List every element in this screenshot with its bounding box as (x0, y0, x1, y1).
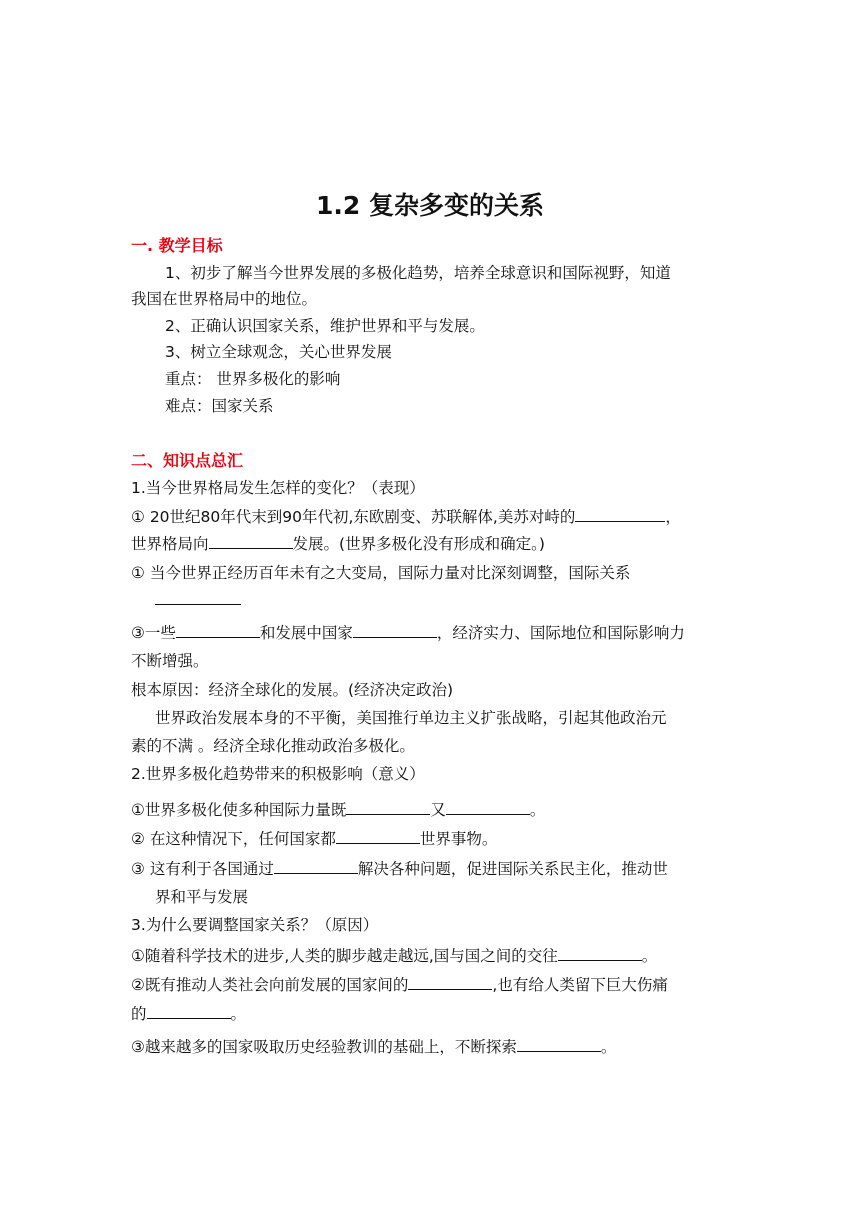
section-heading-knowledge-summary: 二、知识点总汇 (131, 451, 244, 470)
text: ② 在这种情况下，任何国家都 (131, 830, 336, 848)
difficult-point: 难点：国家关系 (165, 397, 274, 415)
fill-blank[interactable] (155, 588, 241, 605)
q2-answer-3-cont: 界和平与发展 (155, 888, 249, 906)
text: ②既有推动人类社会向前发展的国家间的 (131, 976, 409, 994)
text: 。 (641, 947, 658, 965)
text: 又 (430, 801, 446, 819)
q1-answer-1-line-1 (131, 504, 681, 530)
fill-blank[interactable] (558, 944, 642, 961)
text: ，经济实力、国际地位和国际影响力 (436, 624, 685, 642)
fill-blank[interactable] (274, 857, 358, 874)
goal-item-1-cont: 我国在世界格局中的地位。 (131, 290, 318, 308)
q1-answer-3-cont: 不断增强。 (131, 652, 209, 670)
text: 发展。(世界多极化没有形成和确定。) (292, 535, 545, 553)
fill-blank[interactable] (408, 973, 492, 990)
text: ③ 这有利于各国通过 (131, 860, 274, 878)
text: ① 20世纪80年代末到90年代初,东欧剧变、苏联解体,美苏对峙的 (131, 508, 576, 526)
text: 解决各种问题，促进国际关系民主化，推动世 (357, 860, 668, 878)
text: 。 (529, 801, 546, 819)
root-cause: 根本原因：经济全球化的发展。(经济决定政治) (131, 681, 454, 699)
text: 。 (600, 1038, 617, 1056)
text: 。 (230, 1005, 247, 1023)
text: ③越来越多的国家吸取历史经验教训的基础上，不断探索 (131, 1038, 517, 1056)
text: ①随着科学技术的进步,人类的脚步越走越远,国与国之间的交往 (131, 947, 558, 965)
text: ①世界多极化使多种国际力量既 (131, 801, 347, 819)
goal-item-3: 3、树立全球观念，关心世界发展 (165, 343, 392, 361)
fill-blank[interactable] (346, 798, 430, 815)
q1-answer-2: ① 当今世界正经历百年未有之大变局，国际力量对比深刻调整，国际关系 (131, 564, 631, 582)
fill-blank[interactable] (353, 621, 437, 638)
q2-answer-1 (131, 797, 545, 823)
text: 和发展中国家 (259, 624, 353, 642)
cause-detail-line-2: 素的不满 。经济全球化推动政治多极化。 (131, 737, 415, 755)
q1-answer-2-blank (155, 587, 241, 613)
goal-item-2: 2、正确认识国家关系，维护世界和平与发展。 (165, 317, 485, 335)
fill-blank[interactable] (446, 798, 530, 815)
q3-answer-2 (131, 972, 668, 998)
fill-blank[interactable] (209, 532, 293, 549)
fill-blank[interactable] (176, 621, 260, 638)
text: 世界事物。 (419, 830, 498, 848)
section-heading-teaching-goals: 一. 教学目标 (131, 236, 223, 255)
q2-answer-2 (131, 826, 497, 852)
q2-answer-3 (131, 856, 668, 882)
text: 的 (131, 1005, 147, 1023)
page-title: 1.2 复杂多变的关系 (316, 191, 544, 220)
text: ， (665, 508, 681, 526)
text: ③一些 (131, 624, 176, 642)
text: ,也有给人类留下巨大伤痛 (492, 976, 668, 994)
question-2: 2.世界多极化趋势带来的积极影响（意义） (131, 765, 425, 783)
fill-blank[interactable] (147, 1002, 231, 1019)
fill-blank[interactable] (336, 827, 420, 844)
cause-detail-line-1: 世界政治发展本身的不平衡，美国推行单边主义扩张战略，引起其他政治元 (155, 709, 667, 727)
goal-item-1: 1、初步了解当今世界发展的多极化趋势，培养全球意识和国际视野，知道 (165, 264, 671, 282)
fill-blank[interactable] (517, 1035, 601, 1052)
question-3: 3.为什么要调整国家关系？（原因） (131, 916, 379, 934)
key-point: 重点： 世界多极化的影响 (165, 370, 341, 388)
q1-answer-3 (131, 620, 685, 646)
q3-answer-3 (131, 1034, 616, 1060)
q1-answer-1-line-2 (131, 531, 545, 557)
question-1: 1.当今世界格局发生怎样的变化？（表现） (131, 479, 425, 497)
q3-answer-2-cont (131, 1001, 246, 1027)
q3-answer-1 (131, 943, 657, 969)
text: 世界格局向 (131, 535, 209, 553)
fill-blank[interactable] (575, 505, 665, 522)
